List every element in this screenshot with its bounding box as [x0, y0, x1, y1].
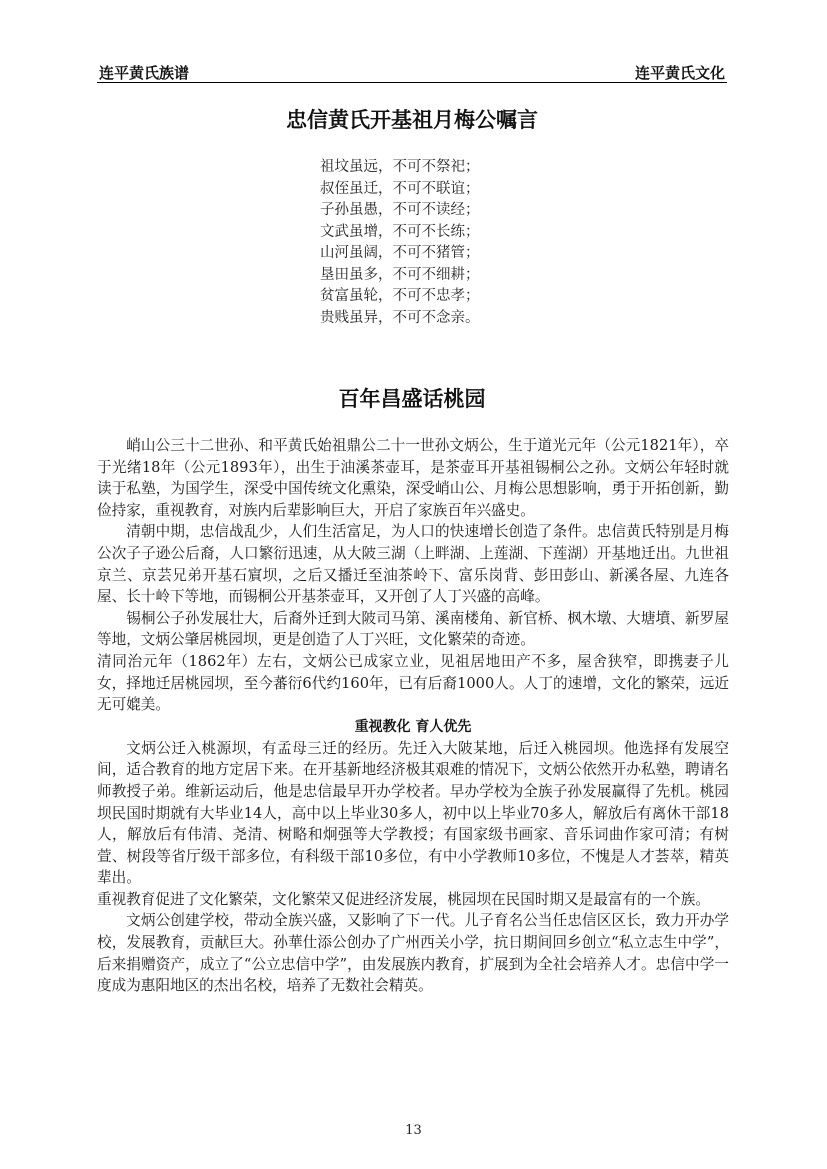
motto-line: 文武虽增，不可不长练； [320, 223, 480, 240]
motto-line: 垦田虽多，不可不细耕； [320, 266, 480, 283]
page-header [97, 60, 727, 83]
paragraph-1: 峭山公三十二世孙、和平黄氏始祖鼎公二十一世孙文炳公，生于道光元年（公元1821年），卒于光绪18年（公元1893年），出生于油溪茶壶耳，是茶壶耳开基祖锡桐公之孙。文炳公年轻时就读于私塾，为国学生，深受中国传统文化熏染，深受峭山公、月梅公思想影响，勇于开拓创新，勤俭持家，重视教育，对族内后辈影响巨大，开启了家族百年兴盛史。 [97, 437, 729, 519]
motto-line: 山河虽阔，不可不猪管； [320, 245, 480, 261]
paragraph-3: 锡桐公子孙发展壮大，后裔外迁到大陂司马第、溪南楼角、新官桥、枫木墩、大塘墳、新罗屋等地，文炳公肇居桃园坝，更是创造了人丁兴旺，文化繁荣的奇迹。 [97, 609, 729, 649]
section-title-taoyuan: 百年昌盛话桃园 [338, 387, 486, 411]
paragraph-2: 清朝中期，忠信战乱少，人们生活富足，为人口的快速增长创造了条件。忠信黄氏特别是月梅公次子子逊公后裔，人口繁衍迅速，从大陂三湖（上畔湖、上莲湖、下莲湖）开基地迁出。九世祖京兰、京芸兄弟开基石賔坝，之后又播迁至油茶岭下、富乐岗背、彭田彭山、新溪各屋、九连各屋、长十岭下等地，而锡桐公开基茶壶耳，又开创了人丁兴盛的高峰。 [97, 523, 729, 606]
section-title-motto: 忠信黄氏开基祖月梅公嘱言 [286, 108, 538, 132]
motto-line: 叔侄虽迁，不可不联谊； [320, 180, 480, 197]
article-body [97, 435, 729, 997]
paragraph-4: 清同治元年（1862年）左右，文炳公已成家立业，见祖居地田产不多，屋舍狭窄，即携妻子儿女，择地迁居桃园坝，至今蕃衍6代约160年，已有后裔1000人。人丁的速增，文化的繁荣，远近无可媲美。 [97, 652, 729, 714]
page-number: 13 [405, 1123, 422, 1138]
paragraph-6: 重视教育促进了文化繁荣，文化繁荣又促进经济发展，桃园坝在民国时期又是最富有的一个族。 [97, 890, 710, 908]
motto-line: 贵贱虽异，不可不念亲。 [320, 309, 480, 326]
motto-poem [320, 157, 480, 329]
motto-line: 祖坟虽远，不可不祭祀； [320, 159, 480, 175]
paragraph-7: 文炳公创建学校，带动全族兴盛，又影响了下一代。儿子育名公当任忠信区区长，致力开办学校，发展教育，贡献巨大。孙華仕添公创办了广州西关小学，抗日期间回乡创立“私立志生中学”，后来捐赠资产，成立了“公立忠信中学”，由发展族内教育，扩展到为全社会培养人才。忠信中学一度成为惠阳地区的杰出名校，培养了无数社会精英。 [97, 912, 729, 995]
paragraph-5: 文炳公迁入桃源坝，有孟母三迁的经历。先迁入大陂某地，后迁入桃园坝。他选择有发展空间，适合教育的地方定居下来。在开基新地经济极其艰难的情况下，文炳公依然开办私塾，聘请名师教授子弟。维新运动后，他是忠信最早开办学校者。早办学校为全族子孙发展赢得了先机。桃园坝民国时期就有大毕业14人，高中以上毕业30多人，初中以上毕业70多人，解放后有离休干部18人，解放后有伟清、尧清、树略和炯强等大学教授；有国家级书画家、音乐词曲作家可清；有树萱、树段等省厅级干部多位，有科级干部10多位，有中小学教师10多位，不愧是人才荟萃，精英辈出。 [97, 739, 729, 887]
header-left-title: 连平黄氏族谱 [99, 64, 190, 82]
motto-line: 贫富虽轮，不可不忠孝； [320, 288, 480, 304]
header-right-title: 连平黄氏文化 [634, 64, 725, 82]
subheading: 重视教化 育人优先 [354, 718, 472, 735]
motto-line: 子孙虽愚，不可不读经； [320, 202, 480, 218]
